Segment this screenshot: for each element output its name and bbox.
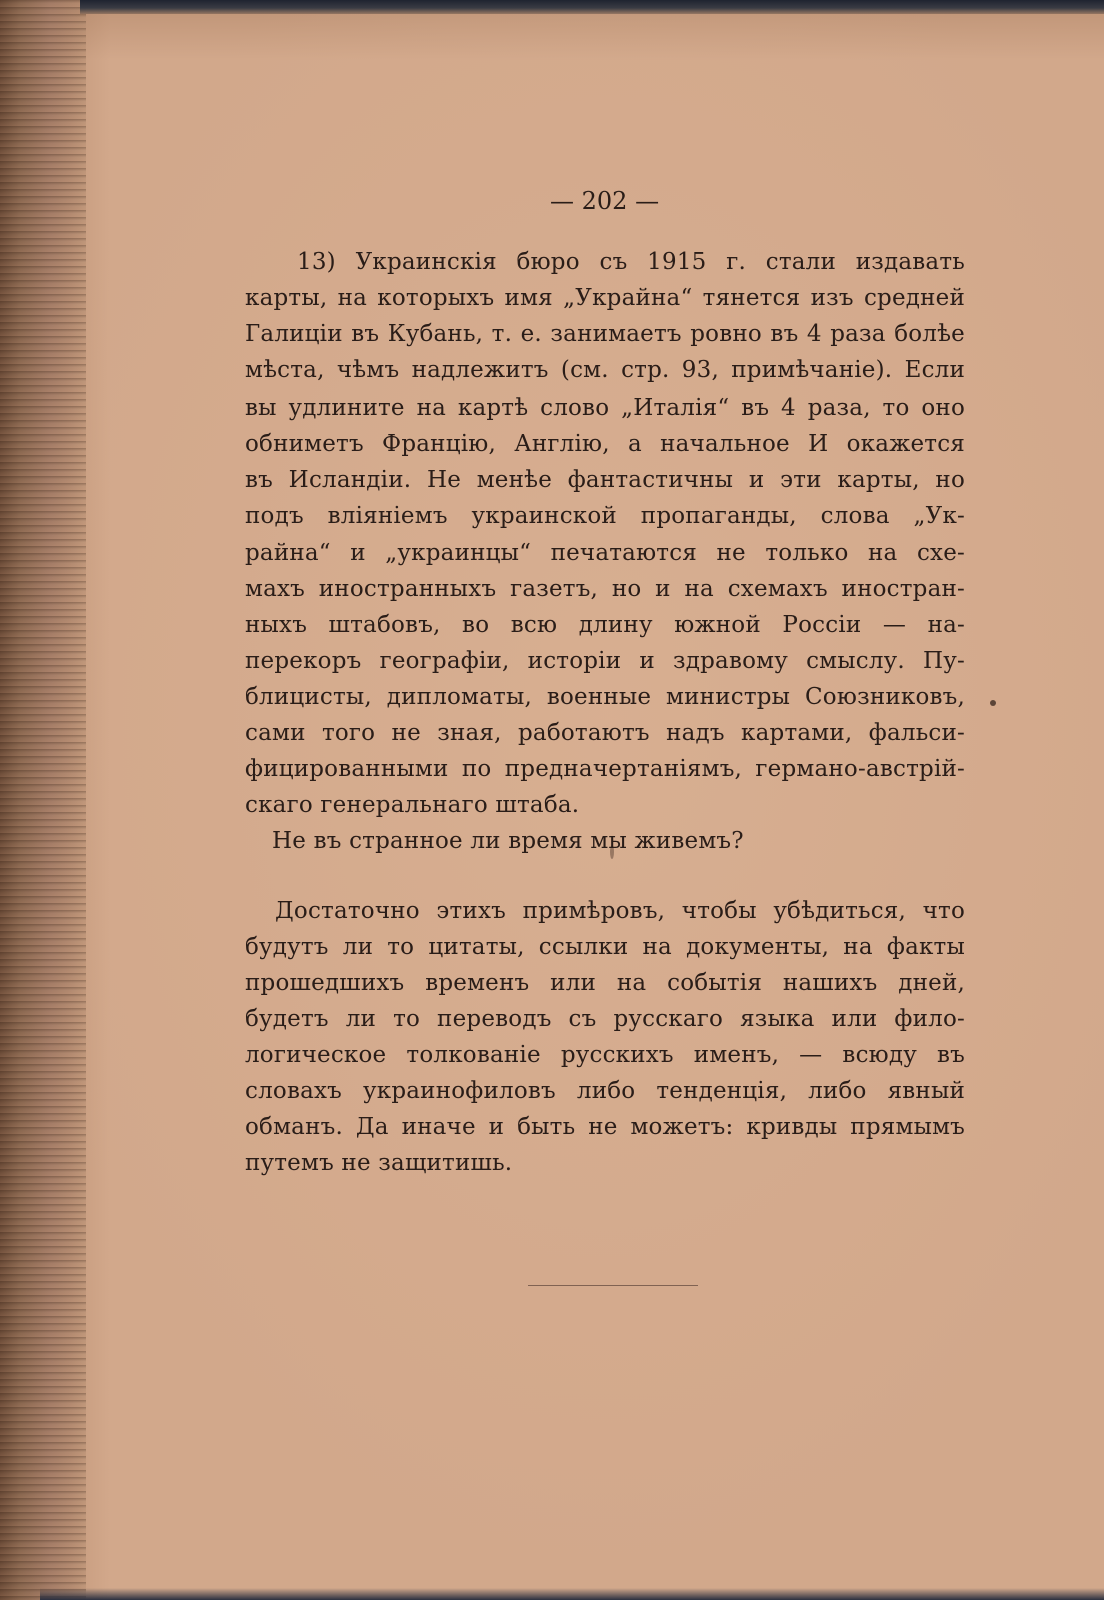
text-line: блицисты, дипломаты, военные министры Союзниковъ, — [245, 684, 965, 710]
page-number: — 202 — — [550, 187, 660, 215]
text-line: подъ вліяніемъ украинской пропаганды, слова „Ук- — [245, 503, 965, 529]
text-line: 13) Украинскія бюро съ 1915 г. стали издавать — [297, 249, 965, 275]
text-line: скаго генеральнаго штаба. — [245, 792, 580, 818]
end-rule — [528, 1285, 698, 1286]
text-line: въ Исландіи. Не менѣе фантастичны и эти карты, но — [245, 467, 965, 493]
text-line: райна“ и „украинцы“ печатаются не только на схе- — [245, 540, 965, 566]
text-line: мѣста, чѣмъ надлежитъ (см. стр. 93, примѣчаніе). Если — [245, 357, 965, 383]
text-line: махъ иностранныхъ газетъ, но и на схемахъ иностран- — [245, 576, 965, 602]
text-line: фицированными по предначертаніямъ, германо-австрій- — [245, 756, 965, 782]
text-line: Достаточно этихъ примѣровъ, чтобы убѣдиться, что — [275, 898, 965, 924]
text-line: словахъ украинофиловъ либо тенденція, либо явный — [245, 1078, 965, 1104]
text-line: будетъ ли то переводъ съ русскаго языка или фило- — [245, 1006, 965, 1032]
text-line: обниметъ Францію, Англію, а начальное И окажется — [245, 431, 965, 457]
paper-stain — [990, 700, 996, 706]
text-line: будутъ ли то цитаты, ссылки на документы, на факты — [245, 934, 965, 960]
text-line: ныхъ штабовъ, во всю длину южной Россіи — на- — [245, 612, 965, 638]
top-cover-edge — [80, 0, 1104, 14]
text-line: логическое толкованіе русскихъ именъ, — всюду въ — [245, 1042, 965, 1068]
book-spine-edge — [0, 0, 86, 1600]
text-line: перекоръ географіи, исторіи и здравому смыслу. Пу- — [245, 648, 965, 674]
bottom-cover-edge — [40, 1588, 1104, 1600]
text-line: сами того не зная, работаютъ надъ картами, фальси- — [245, 720, 965, 746]
text-line: путемъ не защитишь. — [245, 1150, 513, 1176]
text-line: прошедшихъ временъ или на событія нашихъ дней, — [245, 970, 965, 996]
text-line: обманъ. Да иначе и быть не можетъ: кривды прямымъ — [245, 1114, 965, 1140]
text-line: Галиціи въ Кубань, т. е. занимаетъ ровно въ 4 раза болѣе — [245, 321, 965, 347]
text-line: карты, на которыхъ имя „Украйна“ тянется изъ средней — [245, 285, 965, 311]
text-line: Не въ странное ли время мы живемъ? — [272, 828, 744, 854]
text-line: вы удлините на картѣ слово „Италія“ въ 4 раза, то оно — [245, 395, 965, 421]
